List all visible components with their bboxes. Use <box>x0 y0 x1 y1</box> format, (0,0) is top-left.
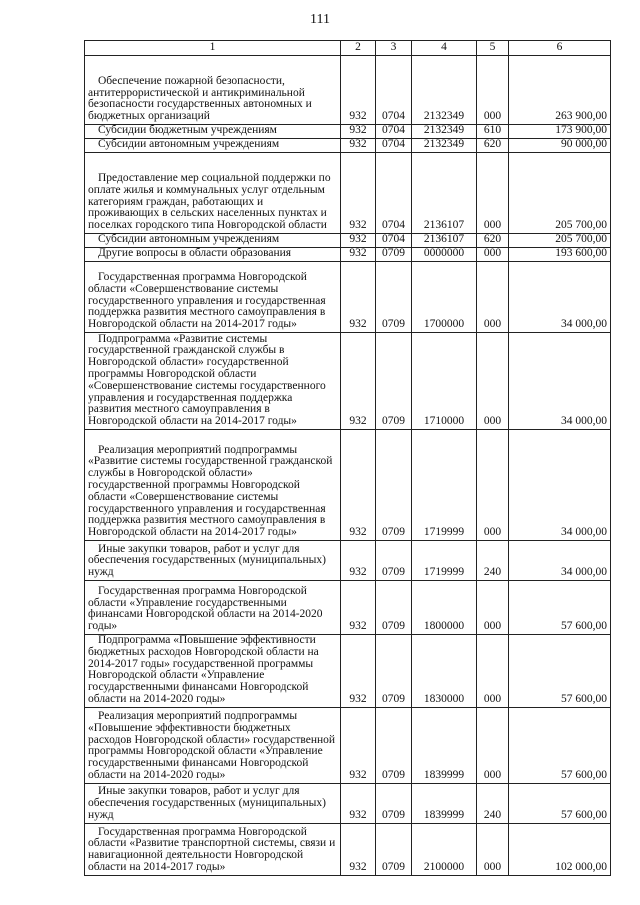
row-sum: 34 000,00 <box>509 333 611 430</box>
row-vr: 000 <box>477 823 509 875</box>
table-row <box>85 635 611 708</box>
row-sum: 57 600,00 <box>509 707 611 783</box>
row-csr: 1719999 <box>412 541 477 581</box>
row-rz: 0704 <box>376 56 412 125</box>
row-name: Субсидии автономным учреждениям <box>85 139 341 153</box>
row-ved: 932 <box>341 234 376 248</box>
table-row <box>85 153 611 234</box>
row-sum: 34 000,00 <box>509 430 611 541</box>
row-sum: 57 600,00 <box>509 581 611 635</box>
table-row <box>85 823 611 875</box>
header-cell-5: 5 <box>477 41 509 56</box>
row-rz: 0709 <box>376 635 412 708</box>
row-sum: 205 700,00 <box>509 234 611 248</box>
row-ved: 932 <box>341 783 376 823</box>
row-vr: 000 <box>477 333 509 430</box>
header-cell-1: 1 <box>85 41 341 56</box>
row-vr: 000 <box>477 581 509 635</box>
row-vr: 000 <box>477 707 509 783</box>
row-csr: 1830000 <box>412 635 477 708</box>
row-name: Подпрограмма «Развитие системы государственной гражданской службы в Новгородской области» государственной программы Новгородской области «Совершенствование системы государственного управления и государственная поддержка развития местного самоуправления в Новгородской области на 2014-2017 годы» <box>85 333 341 430</box>
header-cell-4: 4 <box>412 41 477 56</box>
row-csr: 2100000 <box>412 823 477 875</box>
row-vr: 610 <box>477 125 509 139</box>
row-sum: 263 900,00 <box>509 56 611 125</box>
row-rz: 0709 <box>376 248 412 262</box>
row-csr: 2132349 <box>412 56 477 125</box>
row-rz: 0704 <box>376 139 412 153</box>
row-rz: 0709 <box>376 581 412 635</box>
table-row <box>85 125 611 139</box>
row-vr: 240 <box>477 783 509 823</box>
row-vr: 000 <box>477 56 509 125</box>
row-ved: 932 <box>341 581 376 635</box>
table-row <box>85 139 611 153</box>
row-sum: 57 600,00 <box>509 635 611 708</box>
header-row <box>85 41 611 56</box>
row-sum: 57 600,00 <box>509 783 611 823</box>
row-name: Иные закупки товаров, работ и услуг для обеспечения государственных (муниципальных) нужд <box>85 541 341 581</box>
row-csr: 2132349 <box>412 139 477 153</box>
table-row <box>85 248 611 262</box>
table-row <box>85 783 611 823</box>
row-sum: 102 000,00 <box>509 823 611 875</box>
row-ved: 932 <box>341 430 376 541</box>
row-name: Государственная программа Новгородской области «Управление государственными финансами Новгородской области на 2014-2020 годы» <box>85 581 341 635</box>
row-sum: 34 000,00 <box>509 541 611 581</box>
row-csr: 1700000 <box>412 262 477 333</box>
row-name: Государственная программа Новгородской области «Совершенствование системы государственного управления и государственная поддержка развития местного самоуправления в Новгородской области на 2014-2017 годы» <box>85 262 341 333</box>
table-row <box>85 333 611 430</box>
table-row <box>85 581 611 635</box>
row-rz: 0704 <box>376 125 412 139</box>
header-cell-3: 3 <box>376 41 412 56</box>
row-vr: 000 <box>477 262 509 333</box>
row-vr: 000 <box>477 248 509 262</box>
table-row <box>85 234 611 248</box>
table-row <box>85 707 611 783</box>
budget-table <box>84 40 611 876</box>
row-name: Иные закупки товаров, работ и услуг для обеспечения государственных (муниципальных) нужд <box>85 783 341 823</box>
row-rz: 0709 <box>376 333 412 430</box>
row-ved: 932 <box>341 262 376 333</box>
row-ved: 932 <box>341 541 376 581</box>
row-rz: 0709 <box>376 783 412 823</box>
row-rz: 0709 <box>376 262 412 333</box>
row-csr: 1839999 <box>412 783 477 823</box>
row-csr: 2136107 <box>412 153 477 234</box>
row-vr: 620 <box>477 139 509 153</box>
table-row <box>85 541 611 581</box>
row-csr: 2132349 <box>412 125 477 139</box>
row-ved: 932 <box>341 248 376 262</box>
row-vr: 240 <box>477 541 509 581</box>
row-sum: 193 600,00 <box>509 248 611 262</box>
row-csr: 1719999 <box>412 430 477 541</box>
row-vr: 000 <box>477 153 509 234</box>
row-csr: 1710000 <box>412 333 477 430</box>
header-cell-2: 2 <box>341 41 376 56</box>
row-ved: 932 <box>341 707 376 783</box>
row-rz: 0704 <box>376 153 412 234</box>
header-cell-6: 6 <box>509 41 611 56</box>
row-ved: 932 <box>341 139 376 153</box>
row-csr: 1839999 <box>412 707 477 783</box>
row-ved: 932 <box>341 125 376 139</box>
row-name: Обеспечение пожарной безопасности, антитеррористической и антикриминальной безопасности государственных автономных и бюджетных организаций <box>85 56 341 125</box>
row-vr: 620 <box>477 234 509 248</box>
page-number: 111 <box>310 12 330 27</box>
row-vr: 000 <box>477 430 509 541</box>
row-rz: 0709 <box>376 541 412 581</box>
row-sum: 205 700,00 <box>509 153 611 234</box>
row-rz: 0709 <box>376 430 412 541</box>
row-rz: 0709 <box>376 823 412 875</box>
table-row <box>85 430 611 541</box>
table-row <box>85 56 611 125</box>
row-ved: 932 <box>341 153 376 234</box>
row-name: Предоставление мер социальной поддержки по оплате жилья и коммунальных услуг отдельным категориям граждан, работающих и проживающих в сельских населенных пунктах и поселках городского типа Новгородской области <box>85 153 341 234</box>
row-name: Субсидии бюджетным учреждениям <box>85 125 341 139</box>
row-csr: 0000000 <box>412 248 477 262</box>
row-sum: 173 900,00 <box>509 125 611 139</box>
row-csr: 2136107 <box>412 234 477 248</box>
row-name: Субсидии автономным учреждениям <box>85 234 341 248</box>
row-name: Реализация мероприятий подпрограммы «Повышение эффективности бюджетных расходов Новгородской области» государственной программы Новгородской области «Управление государственными финансами Новгородской области на 2014-2020 годы» <box>85 707 341 783</box>
row-ved: 932 <box>341 56 376 125</box>
row-name: Государственная программа Новгородской области «Развитие транспортной системы, связи и навигационной деятельности Новгородской области на 2014-2017 годы» <box>85 823 341 875</box>
row-rz: 0704 <box>376 234 412 248</box>
row-sum: 34 000,00 <box>509 262 611 333</box>
row-name: Другие вопросы в области образования <box>85 248 341 262</box>
row-name: Подпрограмма «Повышение эффективности бюджетных расходов Новгородской области на 2014-2017 годы» государственной программы Новгородской области «Управление государственными финансами Новгородской области на 2014-2020 годы» <box>85 635 341 708</box>
row-ved: 932 <box>341 823 376 875</box>
row-sum: 90 000,00 <box>509 139 611 153</box>
row-rz: 0709 <box>376 707 412 783</box>
row-csr: 1800000 <box>412 581 477 635</box>
row-ved: 932 <box>341 635 376 708</box>
table-row <box>85 262 611 333</box>
row-vr: 000 <box>477 635 509 708</box>
row-ved: 932 <box>341 333 376 430</box>
row-name: Реализация мероприятий подпрограммы «Развитие системы государственной гражданской службы в Новгородской области» государственной программы Новгородской области «Совершенствование системы государственного управления и государственная поддержка развития местного самоуправления в Новгородской области на 2014-2017 годы» <box>85 430 341 541</box>
